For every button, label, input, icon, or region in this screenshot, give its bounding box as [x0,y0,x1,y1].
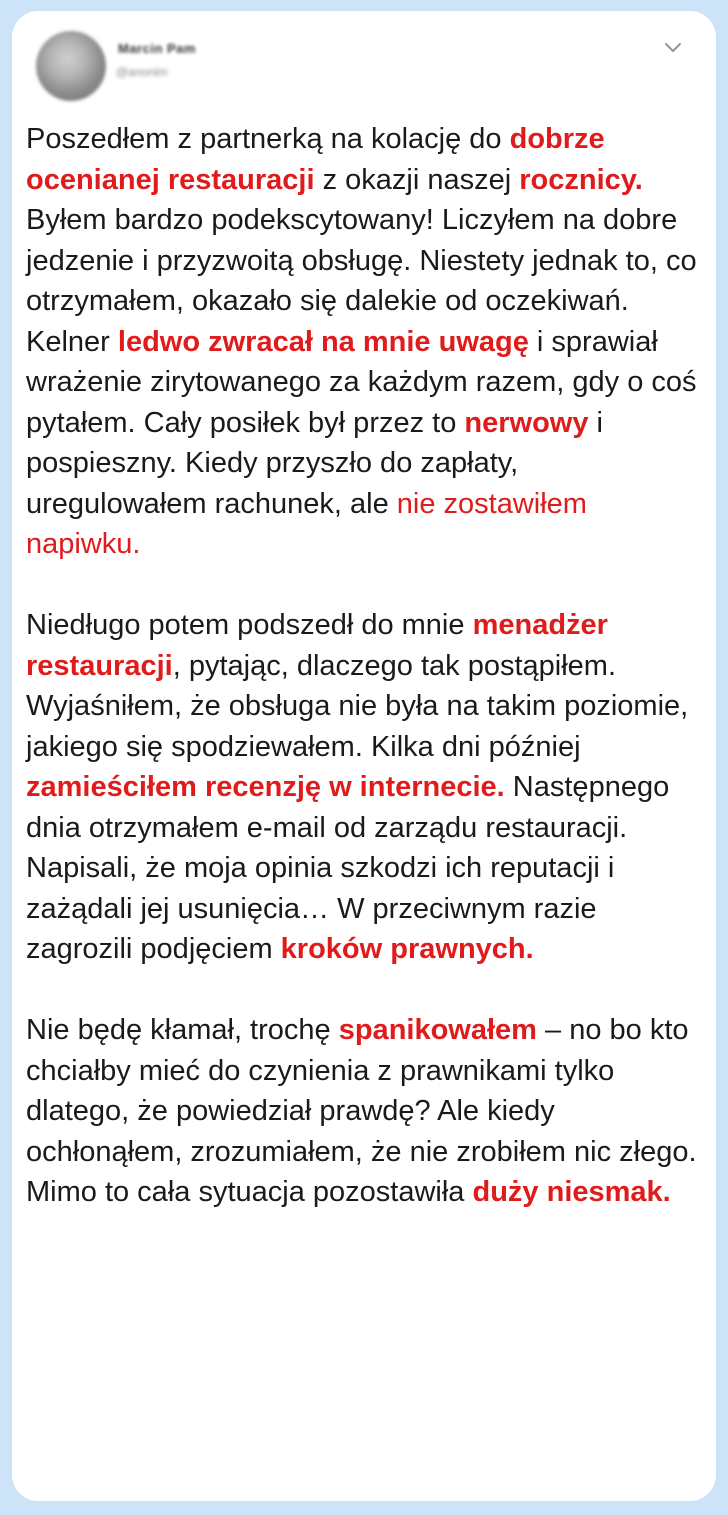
chevron-down-icon [660,35,686,59]
tweet-paragraph-2 [26,605,706,970]
text-segment: Nie będę kłamał, trochę [26,1014,339,1046]
text-segment: – no bo kto chciałby mieć do czynienia z prawnikami tylko dlatego, że powiedział prawdę? Ale kiedy ochłonąłem, zrozumiałem, że nie zrobiłem nic złego. Mimo to cała sytuacja pozostawiła [26,1014,697,1208]
tweet-card [12,11,716,1501]
tweet-text [26,119,706,1213]
highlight-text: nie zostawiłem napiwku. [26,487,587,560]
author-name[interactable]: Marcin Pam [118,41,196,56]
author-handle[interactable]: @anonim [116,65,168,79]
text-segment: Byłem bardzo podekscytowany! Liczyłem na dobre jedzenie i przyzwoitą obsługę. Niestety jednak to, co otrzymałem, okazało się dalekie od oczekiwań. Kelner [26,204,697,358]
text-segment: Następnego dnia otrzymałem e-mail od zarządu restauracji. Napisali, że moja opinia szkodzi ich reputacji i zażądali jej usunięcia… W przeciwnym razie zagrozili podjęciem [26,771,670,965]
avatar[interactable] [36,31,106,101]
highlight-text: rocznicy. [519,163,643,196]
highlight-text: kroków prawnych. [280,933,534,965]
highlight-text: duży niesmak. [472,1176,671,1208]
tweet-paragraph-3 [26,1010,706,1213]
highlight-text: ledwo zwracał na mnie uwagę [117,325,529,358]
highlight-text: spanikowałem [338,1014,537,1046]
text-segment: Niedługo potem podszedł do mnie [26,609,473,641]
text-segment: Poszedłem z partnerką na kolację do [26,123,510,155]
text-segment: z okazji naszej [314,163,520,196]
highlight-text: nerwowy [464,406,589,439]
text-segment: i pospieszny. Kiedy przyszło do zapłaty, uregulowałem rachunek, ale [26,406,603,520]
text-segment: , pytając, dlaczego tak postąpiłem. Wyjaśniłem, że obsługa nie była na takim poziomie, jakiego się spodziewałem. Kilka dni później [26,649,689,763]
highlight-text: zamieściłem recenzję w internecie. [26,771,505,803]
tweet-paragraph-1 [26,119,706,565]
highlight-text: menadżer restauracji [26,609,608,682]
tweet-menu-button[interactable] [660,35,686,59]
text-segment: i sprawiał wrażenie zirytowanego za każdym razem, gdy o coś pytałem. Cały posiłek był przez to [26,325,697,439]
highlight-text: dobrze ocenianej restauracji [26,123,605,196]
